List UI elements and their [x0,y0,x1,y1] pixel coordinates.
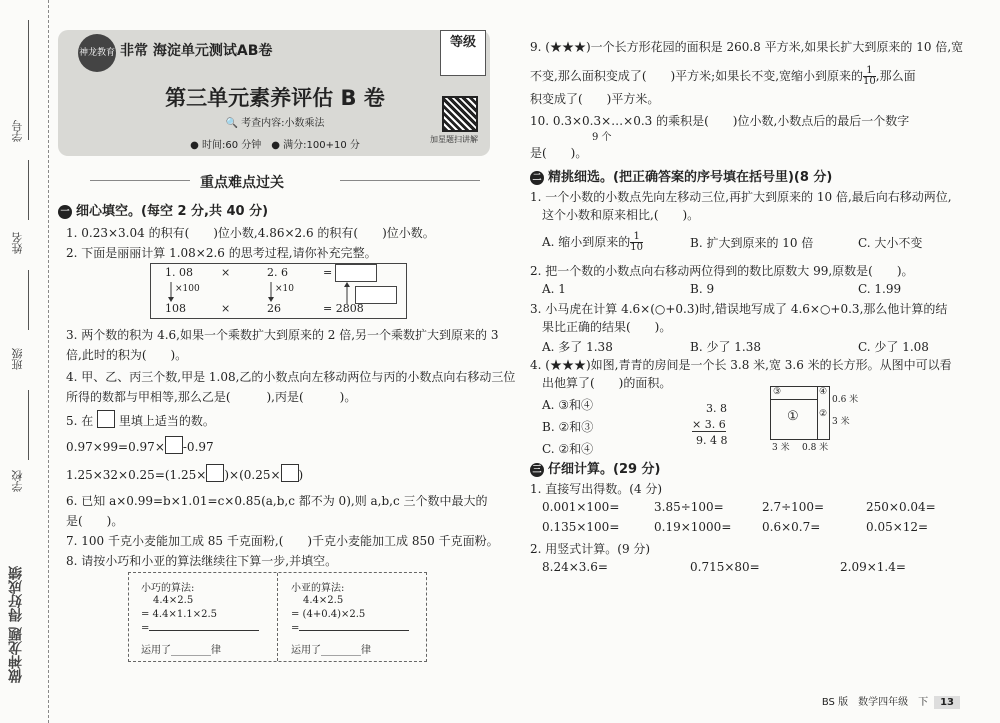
question-9: 9. (★★★)一个长方形花园的面积是 260.8 平方米,如果长扩大到原来的 10 倍,宽 [530,40,964,54]
grade-label: 等级 [449,35,476,50]
algorithm-compare-box [128,572,427,662]
choice-3-B[interactable]: B. 少了 1.38 [690,340,761,354]
option-text: A. 缩小到原来的 [542,235,631,249]
calc-item: 0.6×0.7= [762,520,821,534]
method-step [141,623,259,634]
choice-1: 1. 一个小数的小数点先向左移动三位,再扩大到原来的 10 倍,最后向右移动两位, [530,190,952,204]
choice-1-B[interactable]: B. 扩大到原来的 10 倍 [690,236,814,250]
method-title: 小亚的算法: [291,583,345,594]
margin-line [28,160,29,220]
part-badge: 二 [530,171,544,185]
choice-2-A[interactable]: A. 1 [542,282,566,296]
diagram-factor-b: 2. 6 [267,266,288,279]
exam-meta: ● 时间:60 分钟 ● 满分:100+10 分 [190,140,360,151]
calc-item: 3.85÷100= [654,500,724,514]
part-badge: 一 [58,205,72,219]
margin-motto: 做神龙题 得好成绩 [8,566,24,683]
thinking-diagram [150,263,407,319]
section-banner: 重点难点过关 [200,175,284,191]
part3-heading [530,458,661,477]
method-step: = (4+0.4)×2.5 [291,609,366,620]
divider [277,573,278,661]
frac-den: 10 [630,242,644,253]
calc-item: 8.24×3.6= [542,560,608,574]
fraction [863,66,876,87]
scope-text: 考查内容:小数乘法 [241,118,325,129]
choice-3-A[interactable]: A. 多了 1.38 [542,340,613,354]
frac-num: 1 [866,65,873,76]
dim-side-2: 0.6 米 [832,395,859,405]
question-10-cont: 是( )。 [530,146,588,160]
part3-heading-text: 仔细计算。(29 分) [548,462,661,477]
q5-pre: 5. 在 [66,414,94,428]
grade-box [440,30,486,76]
diagram-arrows [151,264,406,318]
answer-box[interactable] [281,464,299,482]
time-limit: 时间:60 分钟 [201,140,262,151]
choice-4-B[interactable]: B. ②和③ [542,420,594,434]
question-6-cont: 是( )。 [66,514,124,528]
diagram-times: × [221,302,231,315]
question-4: 4. 甲、乙、丙三个数,甲是 1.08,乙的小数点向左移动两位与丙的小数点向右移动三位 [66,370,516,384]
choice-4-cont: 出他算了( )的面积。 [542,376,672,390]
margin-line [28,20,29,140]
answer-box[interactable] [206,464,224,482]
method-step [291,623,409,634]
diagram-scale-100: ×100 [175,284,200,294]
calc-item: 250×0.04= [866,500,936,514]
question-5 [66,410,215,429]
question-9-cont [530,66,916,87]
qr-caption: 加星题扫讲解 [430,135,478,144]
brand-logo: 神龙教育 [78,34,116,72]
diagram-factor-a: 1. 08 [165,266,193,279]
page-number: 13 [934,696,960,709]
calc-item: 0.135×100= [542,520,620,534]
dim-side-1: 3 米 [832,417,850,427]
diagram-int-b: 26 [267,302,281,315]
diagram-times: × [221,266,231,279]
part1-heading-text: 细心填空。(每空 2 分,共 40 分) [76,204,269,219]
series-name: 非常 海淀单元测试AB卷 [120,43,273,59]
exam-scope: 🔍 考查内容:小数乘法 [225,118,325,129]
choice-1-cont: 这个小数和原来相比,( )。 [542,208,700,222]
diagram-product: = 2808 [323,302,364,315]
choice-3-C[interactable]: C. 少了 1.08 [858,340,929,354]
fraction [630,232,643,253]
question-5-line2 [66,464,303,482]
method-law: 运用了________律 [291,645,371,656]
method-step: = 4.4×1.1×2.5 [141,609,218,620]
frac-den: 10 [863,76,876,87]
part-badge: 三 [530,463,544,477]
question-8: 8. 请按小巧和小亚的算法继续往下算一步,并填空。 [66,554,338,568]
mult-second: × 3. 6 [692,418,726,431]
choice-2-B[interactable]: B. 9 [690,282,715,296]
region-4: ④ [819,387,828,397]
part1-heading [58,200,268,219]
diagram-int-a: 108 [165,302,186,315]
q5-l1a: 0.97×99=0.97× [66,440,165,454]
q5-l2a: 1.25×32×0.25=(1.25× [66,468,207,482]
page-footer [822,693,960,709]
method-title: 小巧的算法: [141,583,195,594]
choice-2: 2. 把一个数的小数点向右移动两位得到的数比原数大 99,原数是( )。 [530,264,914,278]
method-step: 4.4×2.5 [303,595,344,606]
region-2: ② [819,409,828,419]
q5-l2b: )×(0.25× [224,468,281,482]
name-label: 姓名 [11,232,24,254]
calc-item: 2.7÷100= [762,500,825,514]
question-3-cont: 倍,此时的积为( )。 [66,348,188,362]
choice-4: 4. (★★★)如图,青青的房间是一个长 3.8 米,宽 3.6 米的长方形。从图中可以看 [530,358,952,372]
method-eq: = [291,623,300,634]
question-6: 6. 已知 a×0.99=b×1.01=c×0.85(a,b,c 都不为 0),则 a,b,c 三个数中最大的 [66,494,488,508]
q5-l2c: ) [298,468,304,482]
binding-margin [0,0,49,723]
footer-text: BS 版 数学四年级 下 [821,697,929,708]
room-figure [770,386,830,440]
banner-rule [340,180,480,181]
method-law: 运用了________律 [141,645,221,656]
calc-item: 0.05×12= [866,520,929,534]
calc-item: 0.19×1000= [654,520,732,534]
mult-top: 3. 8 [706,402,727,415]
class-label: 班级 [11,348,24,370]
question-3: 3. 两个数的积为 4.6,如果一个乘数扩大到原来的 2 倍,另一个乘数扩大到原来的 3 [66,328,499,342]
answer-box[interactable] [97,410,115,428]
calc-item: 0.001×100= [542,500,620,514]
choice-1-A[interactable] [542,232,643,253]
method-eq: = [141,623,150,634]
choice-4-A[interactable]: A. ③和④ [542,398,594,412]
xiaoya-method [279,573,427,661]
choice-1-C[interactable]: C. 大小不变 [858,236,923,250]
choice-4-C[interactable]: C. ②和④ [542,442,594,456]
choice-3-cont: 果比正确的结果( )。 [542,320,672,334]
question-10-under: 9 个 [592,132,612,143]
choice-3: 3. 小马虎在计算 4.6×(○+0.3)时,错误地写成了 4.6×○+0.3,那么他计算的结 [530,302,948,316]
calc-2-heading: 2. 用竖式计算。(9 分) [530,542,651,556]
banner-rule [90,180,190,181]
school-label: 学校 [11,470,24,492]
diagram-equals: = [323,266,333,279]
question-2: 2. 下面是丽丽计算 1.08×2.6 的思考过程,请你补充完整。 [66,246,377,260]
answer-box[interactable] [165,436,183,454]
margin-line [28,390,29,460]
question-1: 1. 0.23×3.04 的积有( )位小数,4.86×2.6 的积有( )位小数。 [66,226,435,240]
question-10: 10. 0.3×0.3×…×0.3 的乘积是( )位小数,小数点后的最后一个数字 [530,114,910,128]
choice-2-C[interactable]: C. 1.99 [858,282,902,296]
question-7: 7. 100 千克小麦能加工成 85 千克面粉,( )千克小麦能加工成 850 千克面粉。 [66,534,499,548]
calc-item: 0.715×80= [690,560,760,574]
question-9-end: 积变成了( )平方米。 [530,92,660,106]
region-3: ③ [773,387,782,397]
full-score: 满分:100+10 分 [283,140,360,151]
part2-heading [530,166,832,185]
question-5-line1 [66,436,214,454]
part2-heading-text: 精挑细选。(把正确答案的序号填在括号里)(8 分) [548,170,833,185]
region-1: ① [787,409,799,424]
frac-num: 1 [633,231,640,242]
question-4-cont: 所得的数都与甲相等,那么乙是( ),丙是( )。 [66,390,357,404]
q5-post: 里填上适当的数。 [118,414,215,428]
calc-1-heading: 1. 直接写出得数。(4 分) [530,482,663,496]
calc-item: 2.09×1.4= [840,560,906,574]
page-title: 第三单元素养评估 B 卷 [165,86,385,110]
q9-post: ,那么面 [875,69,916,83]
margin-line [28,270,29,330]
diagram-scale-10: ×10 [275,284,294,294]
method-step: 4.4×2.5 [153,595,194,606]
q9-pre: 不变,那么面积变成了( )平方米;如果长不变,宽缩小到原来的 [530,69,864,83]
xiaoqiao-method [129,573,277,661]
q5-l1b: -0.97 [182,440,214,454]
dim-bottom-2: 0.8 米 [802,443,829,453]
mult-result: 9. 4 8 [696,434,728,447]
student-id-label: 学号 [11,120,24,142]
dim-bottom-1: 3 米 [772,443,790,453]
qr-code-icon[interactable] [442,96,478,132]
